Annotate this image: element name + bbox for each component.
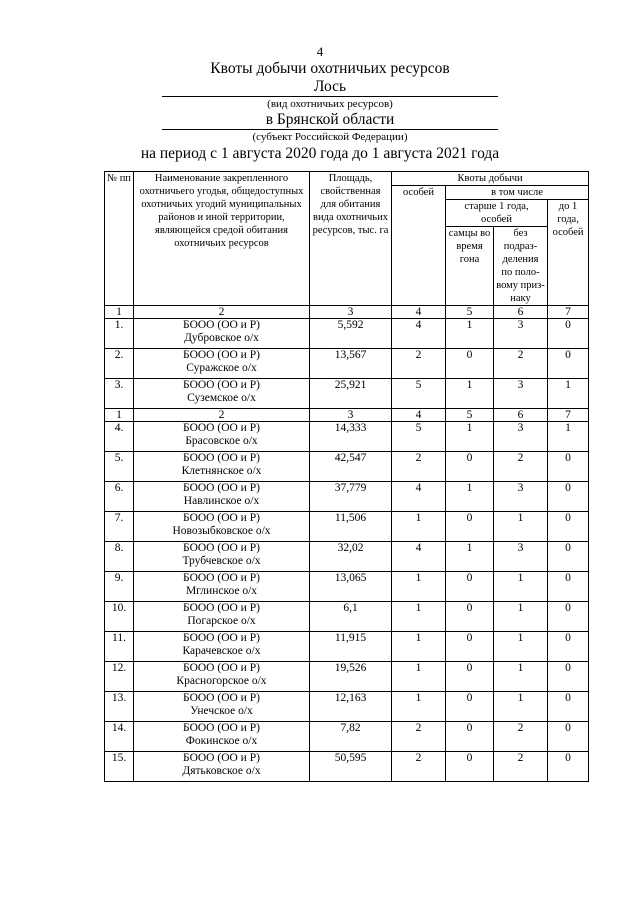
table-row — [105, 512, 589, 542]
table-row — [105, 349, 589, 379]
hunting-ground-name: Клетнянское о/х — [181, 465, 262, 477]
hunting-ground-cell — [134, 752, 310, 782]
no-sex-cell: 1 — [494, 662, 548, 692]
column-number-cell: 2 — [134, 409, 310, 422]
column-number-cell: 2 — [134, 306, 310, 319]
column-number-row — [105, 306, 589, 319]
table-row — [105, 602, 589, 632]
row-number: 3. — [105, 379, 134, 409]
resource-name: Лось — [313, 78, 347, 95]
males-cell: 0 — [446, 349, 494, 379]
row-number: 5. — [105, 452, 134, 482]
table-row — [105, 452, 589, 482]
row-number: 11. — [105, 632, 134, 662]
hunting-ground-name: Карачевское о/х — [182, 645, 261, 657]
column-number-row — [105, 409, 589, 422]
organization-name: БООО (ОО и Р) — [183, 379, 260, 391]
column-number-cell: 4 — [392, 306, 446, 319]
row-number: 15. — [105, 752, 134, 782]
region-caption: (субъект Российской Федерации) — [252, 131, 408, 143]
quota-total-cell: 2 — [392, 722, 446, 752]
header-quota-total: особей — [392, 186, 446, 306]
quota-total-cell: 4 — [392, 542, 446, 572]
hunting-ground-name: Мглинское о/х — [185, 585, 258, 597]
area-cell: 6,1 — [310, 602, 392, 632]
column-number-cell: 3 — [310, 306, 392, 319]
males-cell: 0 — [446, 512, 494, 542]
row-number: 10. — [105, 602, 134, 632]
hunting-ground-cell — [134, 662, 310, 692]
hunting-ground-cell — [134, 452, 310, 482]
column-number-cell: 7 — [548, 409, 589, 422]
no-sex-cell: 3 — [494, 319, 548, 349]
hunting-ground-cell — [134, 632, 310, 662]
table-row — [105, 542, 589, 572]
no-sex-cell: 1 — [494, 572, 548, 602]
area-cell: 42,547 — [310, 452, 392, 482]
quota-total-cell: 5 — [392, 379, 446, 409]
area-cell: 11,915 — [310, 632, 392, 662]
no-sex-cell: 2 — [494, 349, 548, 379]
area-cell: 13,567 — [310, 349, 392, 379]
organization-name: БООО (ОО и Р) — [183, 452, 260, 464]
table-row — [105, 692, 589, 722]
no-sex-cell: 1 — [494, 692, 548, 722]
males-cell: 0 — [446, 602, 494, 632]
quota-total-cell: 2 — [392, 752, 446, 782]
hunting-ground-cell — [134, 512, 310, 542]
organization-name: БООО (ОО и Р) — [183, 752, 260, 764]
under1-cell: 0 — [548, 752, 589, 782]
hunting-ground-name: Суземское о/х — [187, 392, 256, 404]
no-sex-cell: 1 — [494, 512, 548, 542]
table-row — [105, 722, 589, 752]
column-number-cell: 6 — [494, 409, 548, 422]
males-cell: 1 — [446, 379, 494, 409]
table-row — [105, 379, 589, 409]
organization-name: БООО (ОО и Р) — [183, 422, 260, 434]
quota-total-cell: 1 — [392, 512, 446, 542]
quota-total-cell: 2 — [392, 452, 446, 482]
males-cell: 0 — [446, 572, 494, 602]
under1-cell: 0 — [548, 722, 589, 752]
quota-total-cell: 1 — [392, 692, 446, 722]
no-sex-cell: 3 — [494, 379, 548, 409]
males-cell: 1 — [446, 422, 494, 452]
document-title-block — [160, 60, 500, 144]
table-row — [105, 752, 589, 782]
quota-total-cell: 1 — [392, 602, 446, 632]
area-cell: 12,163 — [310, 692, 392, 722]
hunting-ground-cell — [134, 722, 310, 752]
males-cell: 1 — [446, 319, 494, 349]
table-row — [105, 422, 589, 452]
header-including: в том числе — [446, 186, 589, 200]
males-cell: 1 — [446, 542, 494, 572]
organization-name: БООО (ОО и Р) — [183, 482, 260, 494]
hunting-ground-cell — [134, 482, 310, 512]
hunting-ground-name: Дубровское о/х — [184, 332, 259, 344]
table-row — [105, 482, 589, 512]
males-cell: 0 — [446, 452, 494, 482]
organization-name: БООО (ОО и Р) — [183, 319, 260, 331]
quota-total-cell: 5 — [392, 422, 446, 452]
no-sex-cell: 1 — [494, 602, 548, 632]
column-number-cell: 3 — [310, 409, 392, 422]
no-sex-cell: 2 — [494, 452, 548, 482]
header-no-sex: без подраз-деления по поло-вому приз-наку — [494, 227, 548, 306]
area-cell: 11,506 — [310, 512, 392, 542]
under1-cell: 0 — [548, 602, 589, 632]
row-number: 14. — [105, 722, 134, 752]
table-row — [105, 572, 589, 602]
area-cell: 19,526 — [310, 662, 392, 692]
under1-cell: 0 — [548, 349, 589, 379]
quota-total-cell: 1 — [392, 662, 446, 692]
under1-cell: 0 — [548, 632, 589, 662]
hunting-ground-name: Погарское о/х — [187, 615, 256, 627]
organization-name: БООО (ОО и Р) — [183, 349, 260, 361]
area-cell: 7,82 — [310, 722, 392, 752]
area-cell: 25,921 — [310, 379, 392, 409]
table-row — [105, 632, 589, 662]
header-name: Наименование закрепленного охотничьего угодья, общедоступных охотничьих угодий муниципальных районов и иной территории, являющейся средой обитания охотничьих ресурсов — [134, 172, 310, 306]
table-body — [105, 306, 589, 782]
header-males: самцы во время гона — [446, 227, 494, 306]
under1-cell: 0 — [548, 482, 589, 512]
area-cell: 13,065 — [310, 572, 392, 602]
area-cell: 14,333 — [310, 422, 392, 452]
no-sex-cell: 1 — [494, 632, 548, 662]
row-number: 4. — [105, 422, 134, 452]
header-under1: до 1 года, особей — [548, 200, 589, 306]
column-number-cell: 6 — [494, 306, 548, 319]
no-sex-cell: 3 — [494, 422, 548, 452]
period-text: на период с 1 августа 2020 года до 1 августа 2021 года — [140, 145, 500, 162]
page-number: 4 — [316, 44, 324, 59]
hunting-ground-name: Трубчевское о/х — [182, 555, 261, 567]
row-number: 2. — [105, 349, 134, 379]
hunting-ground-name: Суражское о/х — [186, 362, 257, 374]
row-number: 12. — [105, 662, 134, 692]
males-cell: 0 — [446, 722, 494, 752]
column-number-cell: 7 — [548, 306, 589, 319]
column-number-cell: 5 — [446, 409, 494, 422]
hunting-ground-name: Унечское о/х — [190, 705, 253, 717]
quota-total-cell: 4 — [392, 482, 446, 512]
row-number: 8. — [105, 542, 134, 572]
quota-total-cell: 1 — [392, 632, 446, 662]
hunting-ground-name: Навлинское о/х — [183, 495, 260, 507]
males-cell: 1 — [446, 482, 494, 512]
area-cell: 5,592 — [310, 319, 392, 349]
hunting-ground-cell — [134, 422, 310, 452]
hunting-ground-name: Новозыбковское о/х — [172, 525, 271, 537]
header-num: № пп — [105, 172, 134, 306]
quota-total-cell: 1 — [392, 572, 446, 602]
column-number-cell: 4 — [392, 409, 446, 422]
table-row — [105, 319, 589, 349]
hunting-ground-cell — [134, 319, 310, 349]
no-sex-cell: 2 — [494, 722, 548, 752]
under1-cell: 0 — [548, 542, 589, 572]
hunting-ground-cell — [134, 692, 310, 722]
document-title: Квоты добычи охотничьих ресурсов — [210, 60, 450, 77]
row-number: 13. — [105, 692, 134, 722]
organization-name: БООО (ОО и Р) — [183, 662, 260, 674]
row-number: 6. — [105, 482, 134, 512]
hunting-ground-cell — [134, 572, 310, 602]
quota-total-cell: 2 — [392, 349, 446, 379]
row-number: 9. — [105, 572, 134, 602]
organization-name: БООО (ОО и Р) — [183, 722, 260, 734]
males-cell: 0 — [446, 662, 494, 692]
quota-total-cell: 4 — [392, 319, 446, 349]
organization-name: БООО (ОО и Р) — [183, 692, 260, 704]
males-cell: 0 — [446, 632, 494, 662]
column-number-cell: 1 — [105, 409, 134, 422]
organization-name: БООО (ОО и Р) — [183, 512, 260, 524]
area-cell: 32,02 — [310, 542, 392, 572]
males-cell: 0 — [446, 692, 494, 722]
under1-cell: 0 — [548, 662, 589, 692]
resource-caption: (вид охотничьих ресурсов) — [267, 98, 393, 110]
row-number: 7. — [105, 512, 134, 542]
hunting-ground-cell — [134, 349, 310, 379]
under1-cell: 0 — [548, 572, 589, 602]
table-row — [105, 662, 589, 692]
hunting-ground-name: Красногорское о/х — [176, 675, 267, 687]
under1-cell: 0 — [548, 319, 589, 349]
area-cell: 37,779 — [310, 482, 392, 512]
hunting-ground-name: Брасовское о/х — [185, 435, 258, 447]
column-number-cell: 5 — [446, 306, 494, 319]
hunting-ground-name: Дятьковское о/х — [182, 765, 261, 777]
area-cell: 50,595 — [310, 752, 392, 782]
hunting-ground-name: Фокинское о/х — [185, 735, 258, 747]
organization-name: БООО (ОО и Р) — [183, 632, 260, 644]
column-number-cell: 1 — [105, 306, 134, 319]
under1-cell: 0 — [548, 512, 589, 542]
quota-table — [104, 171, 589, 782]
males-cell: 0 — [446, 752, 494, 782]
header-older: старше 1 года, особей — [446, 200, 548, 227]
hunting-ground-cell — [134, 602, 310, 632]
no-sex-cell: 3 — [494, 542, 548, 572]
under1-cell: 1 — [548, 379, 589, 409]
under1-cell: 0 — [548, 452, 589, 482]
under1-cell: 0 — [548, 692, 589, 722]
no-sex-cell: 2 — [494, 752, 548, 782]
hunting-ground-cell — [134, 542, 310, 572]
organization-name: БООО (ОО и Р) — [183, 542, 260, 554]
organization-name: БООО (ОО и Р) — [183, 572, 260, 584]
hunting-ground-cell — [134, 379, 310, 409]
under1-cell: 1 — [548, 422, 589, 452]
no-sex-cell: 3 — [494, 482, 548, 512]
header-quota: Квоты добычи — [392, 172, 589, 186]
row-number: 1. — [105, 319, 134, 349]
region-name: в Брянской области — [265, 111, 395, 128]
header-area: Площадь, свойственная для обитания вида охотничьих ресурсов, тыс. га — [310, 172, 392, 306]
organization-name: БООО (ОО и Р) — [183, 602, 260, 614]
